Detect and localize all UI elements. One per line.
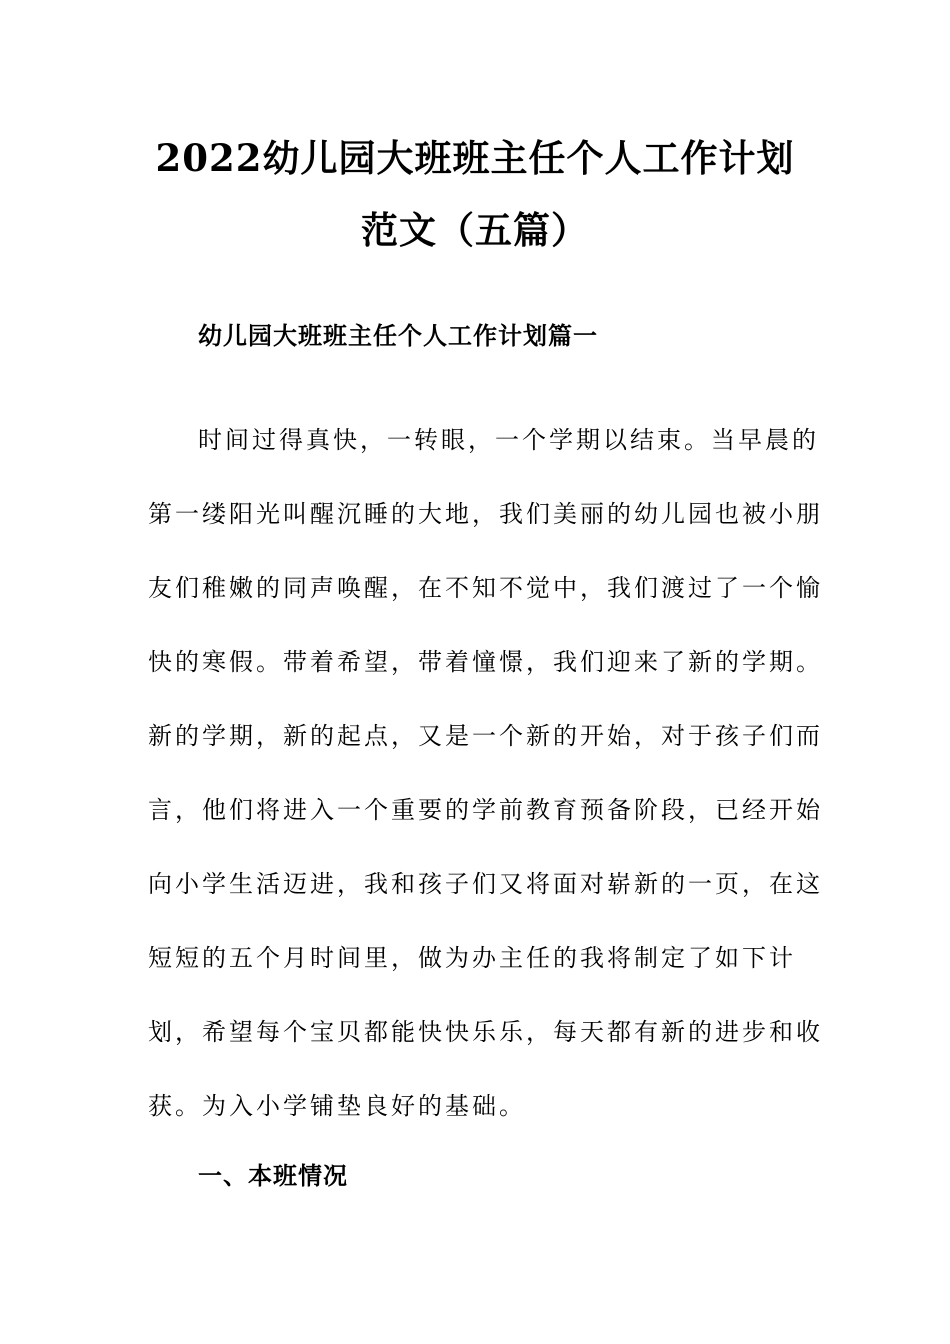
paragraph-line: 向小学生活迈进，我和孩子们又将面对崭新的一页，在这 xyxy=(148,870,823,898)
paragraph-line: 言，他们将进入一个重要的学前教育预备阶段，已经开始 xyxy=(148,796,823,824)
paragraph-line: 快的寒假。带着希望，带着憧憬，我们迎来了新的学期。 xyxy=(148,648,823,676)
paragraph-line: 第一缕阳光叫醒沉睡的大地，我们美丽的幼儿园也被小朋 xyxy=(148,500,823,528)
paragraph-line: 时间过得真快，一转眼，一个学期以结束。当早晨的 xyxy=(198,426,819,454)
paragraph-line: 获。为入小学铺垫良好的基础。 xyxy=(148,1092,526,1120)
document-title-line-2: 范文（五篇） xyxy=(361,208,589,252)
section-heading: 幼儿园大班班主任个人工作计划篇一 xyxy=(198,321,598,350)
paragraph-line: 友们稚嫩的同声唤醒，在不知不觉中，我们渡过了一个愉 xyxy=(148,574,823,602)
paragraph-line: 短短的五个月时间里，做为办主任的我将制定了如下计 xyxy=(148,944,796,972)
subheading-class-situation: 一、本班情况 xyxy=(198,1161,348,1190)
paragraph-line: 新的学期，新的起点，又是一个新的开始，对于孩子们而 xyxy=(148,722,823,750)
document-title-line-1: 2022幼儿园大班班主任个人工作计划 xyxy=(155,136,795,180)
paragraph-line: 划，希望每个宝贝都能快快乐乐，每天都有新的进步和收 xyxy=(148,1018,823,1046)
